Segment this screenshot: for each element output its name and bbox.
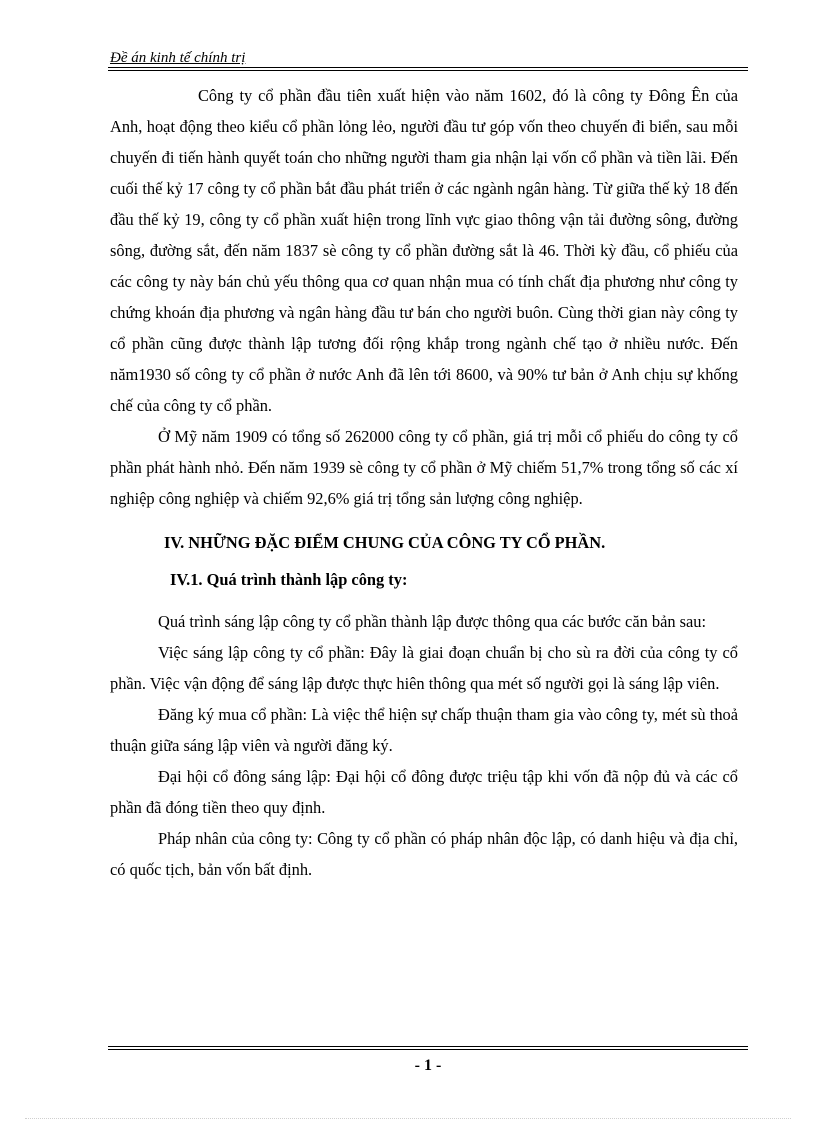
paragraph-steps-intro: Quá trình sáng lập công ty cổ phần thành lập được thông qua các bước căn bản sau: bbox=[158, 612, 707, 631]
paragraph-founding-assembly: Đại hội cổ đông sáng lập: Đại hội cổ đông được triệu tập khi vốn đã nộp đủ và các cổ phần đã đóng tiền theo quy định. bbox=[110, 767, 738, 817]
page-header bbox=[108, 50, 748, 71]
paragraph-legal-entity: Pháp nhân của công ty: Công ty cổ phần có pháp nhân độc lập, có danh hiệu và địa chỉ, có quốc tịch, bản vốn bất định. bbox=[110, 829, 738, 879]
subsection-heading: IV.1. Quá trình thành lập công ty: bbox=[170, 570, 408, 589]
footer-rule bbox=[108, 1046, 748, 1050]
header-title: Đề án kinh tế chính trị bbox=[110, 50, 246, 66]
page-number: - 1 - bbox=[414, 1057, 442, 1074]
section-heading: IV. NHỮNG ĐẶC ĐIỂM CHUNG CỦA CÔNG TY CỔ PHẦN. bbox=[164, 533, 606, 552]
paragraph-history: Công ty cổ phần đầu tiên xuất hiện vào năm 1602, đó là công ty Đông Ên của Anh, hoạt động theo kiểu cổ phần lỏng lẻo, người đầu tư góp vốn theo chuyến đi biển, sau mỗi chuyến đi tiến hành quyết toán cho những người tham gia nhận lại vốn cổ phần và tiền lãi. Đến cuối thế kỷ 17 công ty cổ phần bắt đầu phát triển ở các ngành ngân hàng. Từ giữa thế kỷ 18 đến đầu thế kỷ 19, công ty cổ phần xuất hiện trong lĩnh vực giao thông vận tải đường sông, đường sông, đường sắt, đến năm 1837 sè công ty cổ phần đường sắt là 46. Thời kỳ đầu, cổ phiếu của các công ty này bán chủ yếu thông qua cơ quan nhận mua có tính chất địa phương như công ty chứng khoán địa phương và ngân hàng đầu tư bán cho người buôn. Cùng thời gian này công ty cổ phần cũng được thành lập tương đối rộng khắp trong ngành chế tạo ở nhiều nước. Đến năm1930 số công ty cổ phần ở nước Anh đã lên tới 8600, và 90% tư bản ở Anh chịu sự khống chế của công ty cổ phần. bbox=[110, 86, 738, 415]
paragraph-founding: Việc sáng lập công ty cổ phần: Đây là giai đoạn chuẩn bị cho sù ra đời của công ty cổ phần. Việc vận động để sáng lập được thực hiên thông qua mét số người gọi là sáng lập viên. bbox=[110, 643, 738, 693]
document-body bbox=[110, 80, 738, 885]
header-rule bbox=[108, 67, 748, 71]
page-footer bbox=[108, 1046, 748, 1076]
paragraph-usa: Ở Mỹ năm 1909 có tổng số 262000 công ty cổ phần, giá trị mỗi cổ phiếu do công ty cổ phần phát hành nhỏ. Đến năm 1939 sè công ty cổ phần ở Mỹ chiếm 51,7% trong tổng số các xí nghiệp công nghiệp và chiếm 92,6% giá trị tổng sản lượng công nghiệp. bbox=[110, 427, 738, 508]
paragraph-share-registration: Đăng ký mua cổ phần: Là việc thể hiện sự chấp thuận tham gia vào công ty, mét sù thoả thuận giữa sáng lập viên và người đăng ký. bbox=[110, 705, 738, 755]
page-bottom-border bbox=[25, 1118, 791, 1119]
